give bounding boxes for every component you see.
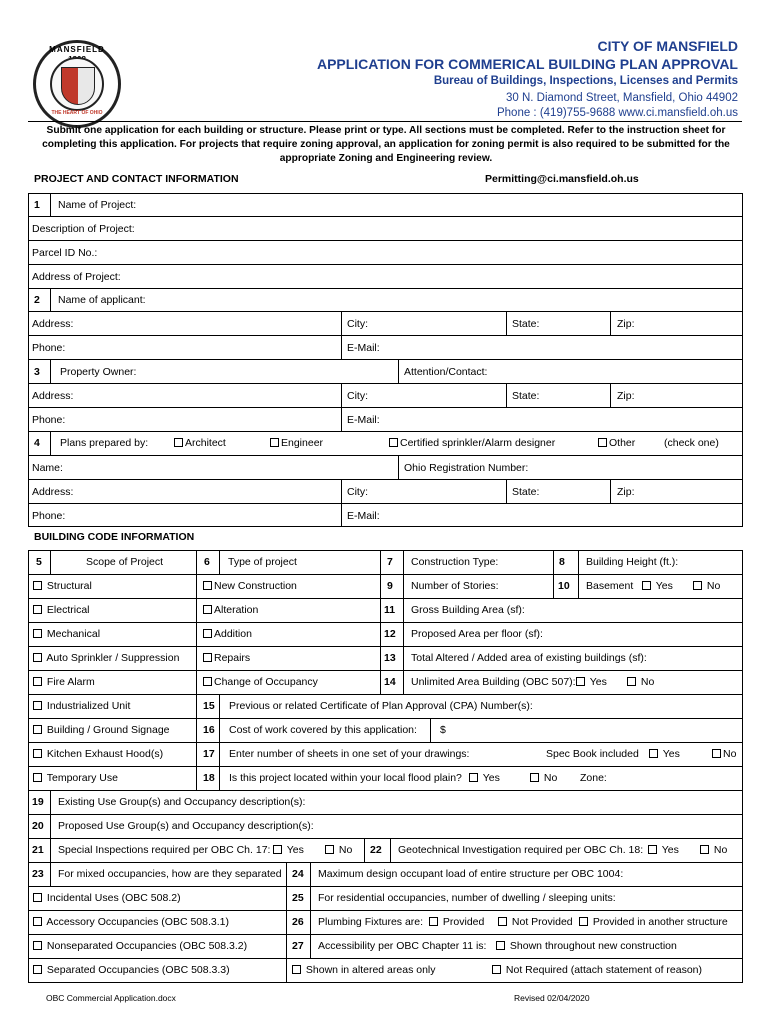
item-number: 3 <box>34 366 40 378</box>
flood-plain-label: Is this project located within your local flood plain? <box>229 772 462 784</box>
special-inspections-label: Special Inspections required per OBC Ch. 17: <box>58 844 271 856</box>
flood-yes-checkbox[interactable]: Yes <box>469 772 500 785</box>
applicant-phone-field[interactable]: Phone: <box>32 342 66 354</box>
description-field[interactable]: Description of Project: <box>32 223 135 235</box>
plumbing-other-structure-checkbox[interactable]: Provided in another structure <box>579 916 728 929</box>
item-number: 25 <box>292 892 304 904</box>
construction-type-field[interactable]: Construction Type: <box>411 556 499 568</box>
item-number: 17 <box>203 748 215 760</box>
applicant-city-field[interactable]: City: <box>347 318 368 330</box>
owner-email-field[interactable]: E-Mail: <box>347 414 380 426</box>
preparer-phone-field[interactable]: Phone: <box>32 510 66 522</box>
item-number: 13 <box>384 652 396 664</box>
applicant-email-field[interactable]: E-Mail: <box>347 342 380 354</box>
sheets-field[interactable]: Enter number of sheets in one set of your drawings: <box>229 748 470 760</box>
existing-use-field[interactable]: Existing Use Group(s) and Occupancy description(s): <box>58 796 306 808</box>
item-number: 5 <box>36 556 42 568</box>
residential-units-field[interactable]: For residential occupancies, number of dwelling / sleeping units: <box>318 892 616 904</box>
basement-yes-checkbox[interactable]: Yes <box>642 580 673 593</box>
building-height-field[interactable]: Building Height (ft.): <box>586 556 679 568</box>
office-address: 30 N. Diamond Street, Mansfield, Ohio 44902 <box>505 92 738 104</box>
item-number: 21 <box>32 844 44 856</box>
office-phone-web: Phone : (419)755-9688 www.ci.mansfield.oh.us <box>496 107 738 119</box>
item-number: 1 <box>34 199 40 211</box>
project-address-field[interactable]: Address of Project: <box>32 271 121 283</box>
spec-book-no-checkbox[interactable]: No <box>712 748 736 761</box>
scope-temporary-checkbox[interactable]: Temporary Use <box>33 772 118 785</box>
owner-address-field[interactable]: Address: <box>32 390 74 402</box>
accessory-occupancies-checkbox[interactable]: Accessory Occupancies (OBC 508.3.1) <box>33 916 229 929</box>
geotech-label: Geotechnical Investigation required per OBC Ch. 18: <box>398 844 644 856</box>
cost-label: Cost of work covered by this application: <box>229 724 417 736</box>
item-number: 22 <box>370 844 382 856</box>
item-number: 18 <box>203 772 215 784</box>
type-addition-checkbox[interactable]: Addition <box>203 628 252 641</box>
scope-sprinkler-checkbox[interactable]: Auto Sprinkler / Suppression <box>33 652 179 665</box>
applicant-zip-field[interactable]: Zip: <box>617 318 635 330</box>
scope-heading: Scope of Project <box>86 556 164 568</box>
owner-city-field[interactable]: City: <box>347 390 368 402</box>
scope-mechanical-checkbox[interactable]: Mechanical <box>33 628 100 641</box>
preparer-name-field[interactable]: Name: <box>32 462 63 474</box>
special-yes-checkbox[interactable]: Yes <box>273 844 304 857</box>
special-no-checkbox[interactable]: No <box>325 844 352 857</box>
seal-name: MANSFIELD <box>49 45 105 54</box>
incidental-uses-checkbox[interactable]: Incidental Uses (OBC 508.2) <box>33 892 181 905</box>
owner-zip-field[interactable]: Zip: <box>617 390 635 402</box>
architect-checkbox[interactable]: Architect <box>174 437 226 450</box>
preparer-email-field[interactable]: E-Mail: <box>347 510 380 522</box>
shown-new-construction-checkbox[interactable]: Shown throughout new construction <box>496 940 677 953</box>
item-number: 4 <box>34 437 40 449</box>
proposed-area-field[interactable]: Proposed Area per floor (sf): <box>411 628 543 640</box>
city-title: CITY OF MANSFIELD <box>597 38 738 54</box>
applicant-address-field[interactable]: Address: <box>32 318 74 330</box>
proposed-use-field[interactable]: Proposed Use Group(s) and Occupancy description(s): <box>58 820 314 832</box>
occupant-load-field[interactable]: Maximum design occupant load of entire structure per OBC 1004: <box>318 868 624 880</box>
permitting-email: Permitting@ci.mansfield.oh.us <box>485 173 639 185</box>
bureau-name: Bureau of Buildings, Inspections, Licenses and Permits <box>433 75 738 87</box>
item-number: 20 <box>32 820 44 832</box>
item-number: 9 <box>387 580 393 592</box>
preparer-zip-field[interactable]: Zip: <box>617 486 635 498</box>
item-number: 23 <box>32 868 44 880</box>
item-number: 26 <box>292 916 304 928</box>
attention-field[interactable]: Attention/Contact: <box>404 366 488 378</box>
project-heading: PROJECT AND CONTACT INFORMATION <box>34 173 239 185</box>
scope-hood-checkbox[interactable]: Kitchen Exhaust Hood(s) <box>33 748 163 761</box>
item-number: 24 <box>292 868 304 880</box>
mixed-occupancy-label: For mixed occupancies, how are they separated <box>58 868 282 880</box>
spec-book-yes-checkbox[interactable]: Yes <box>649 748 680 761</box>
item-number: 14 <box>384 676 396 688</box>
name-of-project-field[interactable]: Name of Project: <box>58 199 137 211</box>
accessibility-label: Accessibility per OBC Chapter 11 is: <box>318 940 487 952</box>
not-required-checkbox[interactable]: Not Required (attach statement of reason) <box>492 964 702 977</box>
cost-field[interactable]: $ <box>440 724 446 736</box>
unlimited-area-label: Unlimited Area Building (OBC 507): <box>411 676 576 688</box>
nonseparated-occupancies-checkbox[interactable]: Nonseparated Occupancies (OBC 508.3.2) <box>33 940 247 953</box>
flood-no-checkbox[interactable]: No <box>530 772 557 785</box>
gross-area-field[interactable]: Gross Building Area (sf): <box>411 604 525 616</box>
flood-zone-field[interactable]: Zone: <box>580 772 607 784</box>
item-number: 19 <box>32 796 44 808</box>
owner-state-field[interactable]: State: <box>512 390 540 402</box>
sprinkler-designer-checkbox[interactable]: Certified sprinkler/Alarm designer <box>389 437 555 450</box>
item-number: 16 <box>203 724 215 736</box>
plumbing-label: Plumbing Fixtures are: <box>318 916 424 928</box>
owner-phone-field[interactable]: Phone: <box>32 414 66 426</box>
item-number: 15 <box>203 700 215 712</box>
scope-signage-checkbox[interactable]: Building / Ground Signage <box>33 724 170 737</box>
check-one-note: (check one) <box>664 437 719 449</box>
scope-structural-checkbox[interactable]: Structural <box>33 580 92 593</box>
plans-prepared-label: Plans prepared by: <box>60 437 149 449</box>
item-number: 6 <box>204 556 210 568</box>
type-heading: Type of project <box>228 556 297 568</box>
preparer-address-field[interactable]: Address: <box>32 486 74 498</box>
item-number: 2 <box>34 294 40 306</box>
owner-field[interactable]: Property Owner: <box>60 366 137 378</box>
cpa-field[interactable]: Previous or related Certificate of Plan Approval (CPA) Number(s): <box>229 700 533 712</box>
unlimited-no-checkbox[interactable]: No <box>627 676 654 689</box>
item-number: 27 <box>292 940 304 952</box>
type-repairs-checkbox[interactable]: Repairs <box>203 652 250 665</box>
scope-industrialized-checkbox[interactable]: Industrialized Unit <box>33 700 130 713</box>
item-number: 10 <box>558 580 570 592</box>
footer-revised: Revised 02/04/2020 <box>514 993 590 1003</box>
type-new-checkbox[interactable]: New Construction <box>203 580 297 593</box>
stories-field[interactable]: Number of Stories: <box>411 580 499 592</box>
form-title: APPLICATION FOR COMMERICAL BUILDING PLAN APPROVAL <box>316 56 738 72</box>
instructions: Submit one application for each building or structure. Please print or type. All sections must be completed. Refer to the instruction sheet for completing this application. For projects that require zoning approval, an application for zoning permit is also required to be submitted for the appropriate Zoning and Engineering review. <box>42 125 730 164</box>
basement-label: Basement <box>586 580 634 592</box>
separated-occupancies-checkbox[interactable]: Separated Occupancies (OBC 508.3.3) <box>33 964 230 977</box>
shown-altered-checkbox[interactable]: Shown in altered areas only <box>292 964 436 977</box>
basement-no-checkbox[interactable]: No <box>693 580 720 593</box>
scope-electrical-checkbox[interactable]: Electrical <box>33 604 90 617</box>
applicant-state-field[interactable]: State: <box>512 318 540 330</box>
preparer-city-field[interactable]: City: <box>347 486 368 498</box>
scope-fire-alarm-checkbox[interactable]: Fire Alarm <box>33 676 95 689</box>
item-number: 11 <box>384 604 396 616</box>
geotech-yes-checkbox[interactable]: Yes <box>648 844 679 857</box>
type-alteration-checkbox[interactable]: Alteration <box>203 604 258 617</box>
other-checkbox[interactable]: Other <box>598 437 635 450</box>
total-altered-field[interactable]: Total Altered / Added area of existing buildings (sf): <box>411 652 647 664</box>
item-number: 8 <box>559 556 565 568</box>
parcel-id-field[interactable]: Parcel ID No.: <box>32 247 98 259</box>
plumbing-not-provided-checkbox[interactable]: Not Provided <box>498 916 573 929</box>
ohio-registration-field[interactable]: Ohio Registration Number: <box>404 462 529 474</box>
engineer-checkbox[interactable]: Engineer <box>270 437 323 450</box>
spec-book-label: Spec Book included <box>546 748 639 760</box>
item-number: 12 <box>384 628 396 640</box>
code-heading: BUILDING CODE INFORMATION <box>34 531 195 543</box>
type-change-occupancy-checkbox[interactable]: Change of Occupancy <box>203 676 318 689</box>
applicant-name-field[interactable]: Name of applicant: <box>58 294 146 306</box>
footer-filename: OBC Commercial Application.docx <box>46 993 176 1003</box>
unlimited-yes-checkbox[interactable]: Yes <box>576 676 607 689</box>
item-number: 7 <box>387 556 393 568</box>
plumbing-provided-checkbox[interactable]: Provided <box>429 916 484 929</box>
geotech-no-checkbox[interactable]: No <box>700 844 727 857</box>
preparer-state-field[interactable]: State: <box>512 486 540 498</box>
seal-motto: THE HEART OF OHIO <box>51 110 103 116</box>
